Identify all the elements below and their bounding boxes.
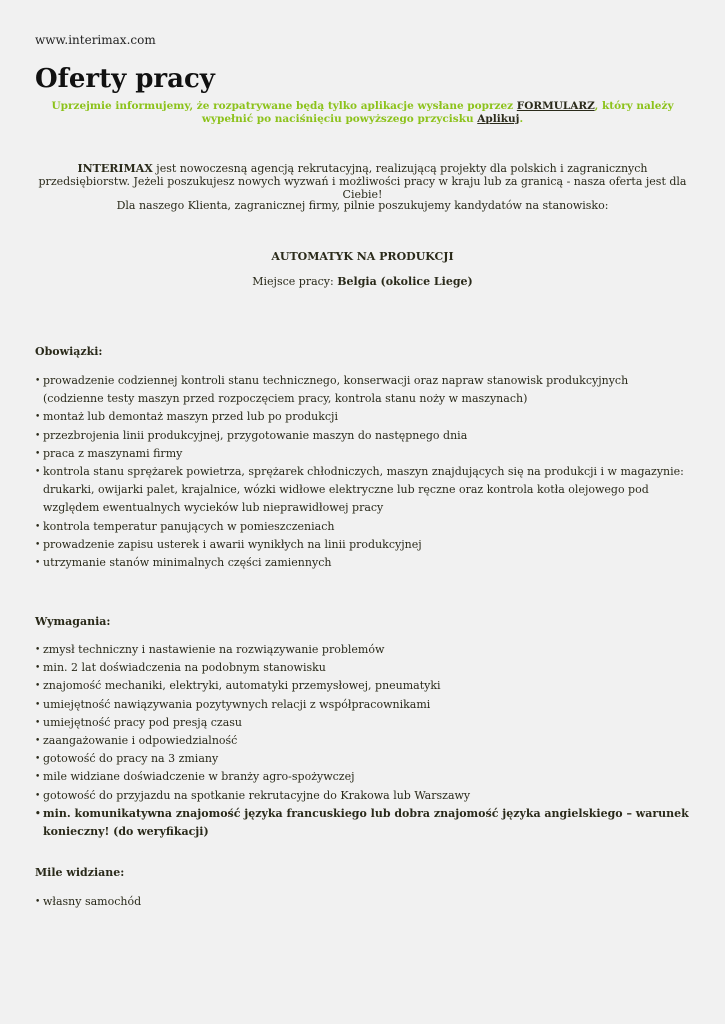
duties-list <box>35 372 690 572</box>
apply-link[interactable]: Aplikuj <box>477 113 520 125</box>
list-item: • przezbrojenia linii produkcyjnej, przygotowanie maszyn do następnego dnia <box>35 427 690 445</box>
list-item: • kontrola stanu sprężarek powietrza, sprężarek chłodniczych, maszyn znajdujących się na produkcji i w magazynie: drukarki, owijarki palet, krajalnice, wózki widłowe elektryczne lub ręczne oraz kontrola kotła olejowego pod względem ewentualnych wycieków lub nieprawidłowej pracy <box>35 463 690 518</box>
duties-heading: Obowiązki: <box>35 345 103 358</box>
location-value: Belgia (okolice Liege) <box>337 275 473 288</box>
nice-to-have-heading: Mile widziane: <box>35 866 125 879</box>
location-label: Miejsce pracy: <box>252 275 338 288</box>
list-item: • umiejętność nawiązywania pozytywnych relacji z współpracownikami <box>35 696 690 714</box>
company-name: INTERIMAX <box>77 162 153 175</box>
position-title: AUTOMATYK NA PRODUKCJI <box>271 250 454 263</box>
list-item: • prowadzenie zapisu usterek i awarii wynikłych na linii produkcyjnej <box>35 536 690 554</box>
list-item: • zaangażowanie i odpowiedzialność <box>35 732 690 750</box>
list-item: • prowadzenie codziennej kontroli stanu technicznego, konserwacji oraz napraw stanowisk produkcyjnych (codzienne testy maszyn przed rozpoczęciem pracy, kontrola stanu noży w maszynach) <box>35 372 690 408</box>
requirements-list <box>35 641 690 841</box>
nice-to-have-list <box>35 893 690 911</box>
list-item: • min. 2 lat doświadczenia na podobnym stanowisku <box>35 659 690 677</box>
list-item: • montaż lub demontaż maszyn przed lub po produkcji <box>35 408 690 426</box>
list-item: • min. komunikatywna znajomość języka francuskiego lub dobra znajomość języka angielskiego – warunek konieczny! (do weryfikacji) <box>35 805 690 841</box>
notice-text-before: Uprzejmie informujemy, że rozpatrywane będą tylko aplikacje wysłane poprzez <box>51 100 517 112</box>
requirements-heading: Wymagania: <box>35 615 111 628</box>
form-link[interactable]: FORMULARZ <box>516 100 595 112</box>
site-url: www.interimax.com <box>35 33 156 47</box>
list-item: • zmysł techniczny i nastawienie na rozwiązywanie problemów <box>35 641 690 659</box>
list-item: • gotowość do przyjazdu na spotkanie rekrutacyjne do Krakowa lub Warszawy <box>35 787 690 805</box>
client-line: Dla naszego Klienta, zagranicznej firmy, pilnie poszukujemy kandydatów na stanowisko: <box>116 199 609 212</box>
list-item: • praca z maszynami firmy <box>35 445 690 463</box>
list-item: • mile widziane doświadczenie w branży agro-spożywczej <box>35 768 690 786</box>
page-title: Oferty pracy <box>35 64 215 94</box>
list-item: • znajomość mechaniki, elektryki, automatyki przemysłowej, pneumatyki <box>35 677 690 695</box>
list-item: • własny samochód <box>35 893 690 911</box>
list-item: • gotowość do pracy na 3 zmiany <box>35 750 690 768</box>
intro-text: jest nowoczesną agencją rekrutacyjną, realizującą projekty dla polskich i zagranicznych przedsiębiorstw. Jeżeli poszukujesz nowych wyzwań i możliwości pracy w kraju lub za granicą - nasza oferta jest dla Ciebie! <box>38 162 687 201</box>
list-item: • kontrola temperatur panujących w pomieszczeniach <box>35 518 690 536</box>
notice-text-after: . <box>519 113 524 125</box>
notice-text-middle: , który należy wypełnić po naciśnięciu powyższego przycisku <box>201 100 674 125</box>
work-location <box>35 275 690 288</box>
application-notice <box>50 100 675 126</box>
list-item: • umiejętność pracy pod presją czasu <box>35 714 690 732</box>
list-item: • utrzymanie stanów minimalnych części zamiennych <box>35 554 690 572</box>
company-intro <box>35 162 690 201</box>
